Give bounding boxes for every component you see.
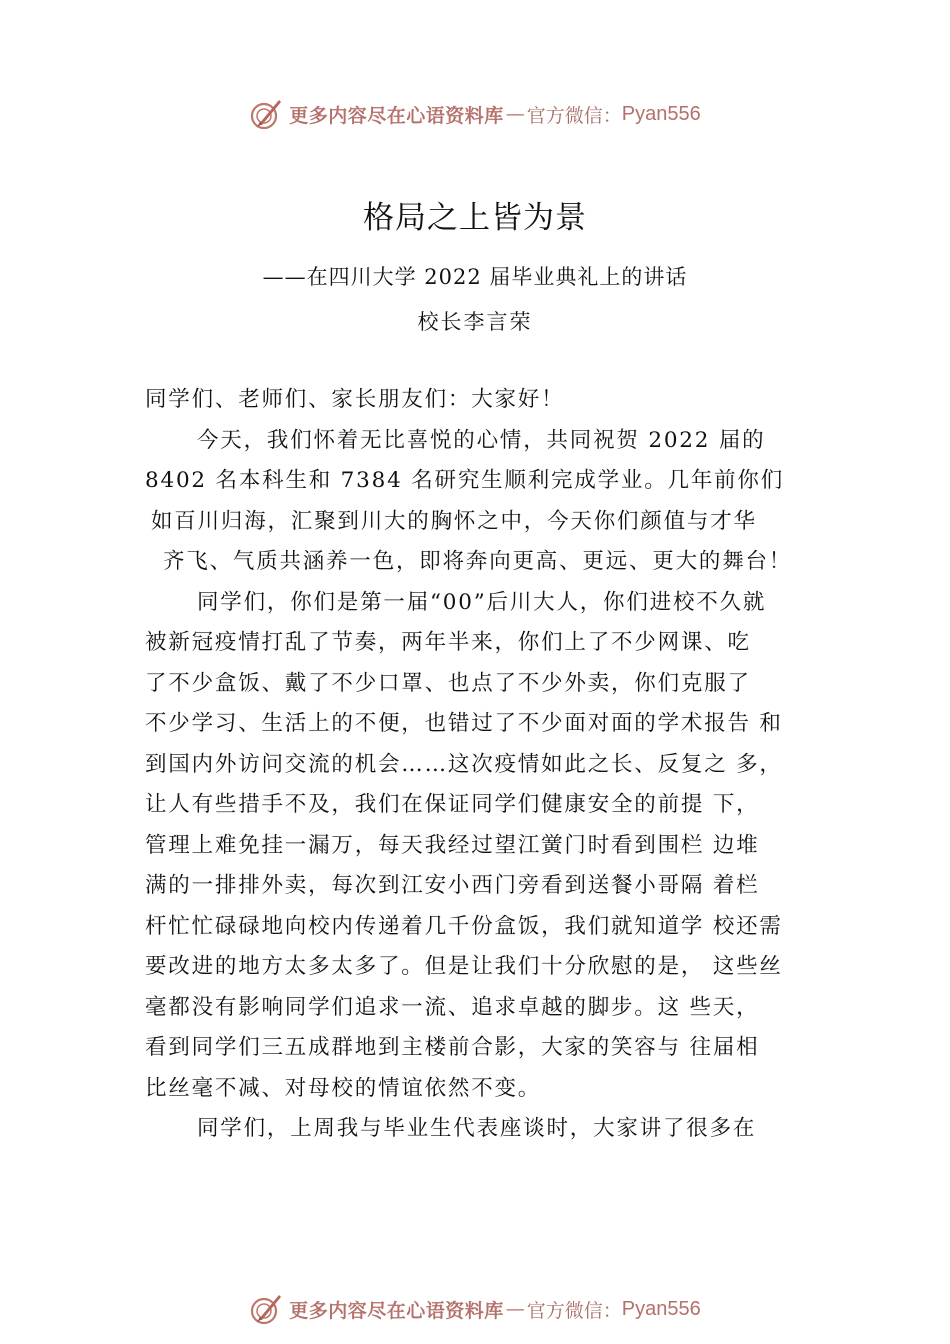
document-subtitle: ——在四川大学 2022 届毕业典礼上的讲话 [262,265,688,289]
banner-dash: — [505,103,525,125]
text-line: 同学们，上周我与毕业生代表座谈时，大家讲了很多在 [197,1116,757,1141]
text-line: 比丝毫不减、对母校的情谊依然不变。 [145,1075,542,1101]
text-line: 今天，我们怀着无比喜悦的心情，共同祝贺 2022 届的 [197,427,766,453]
text-line: 8402 名本科生和 7384 名研究生顺利完成学业。几年前你们 [145,468,785,493]
banner-wechat-id: Pyan556 [621,1297,701,1320]
text-line: 管理上难免挂一漏万，每天我经过望江黉门时看到围栏 边堆 [145,832,760,858]
text-line: 不少学习、生活上的不便，也错过了不少面对面的学术报告 和 [145,711,783,736]
text-line: 齐飞、气质共涵养一色，即将奔向更高、更远、更大的舞台！ [163,549,793,574]
text-line: 了不少盒饭、戴了不少口罩、也点了不少外卖，你们克服了 [145,670,751,696]
text-line: 要改进的地方太多太多了。但是让我们十分欣慰的是， 这些丝 [145,954,783,979]
banner-wechat-label: 官方微信： [526,104,622,127]
text-line: 被新冠疫情打乱了节奏，两年半来，你们上了不少网课、吃 [145,630,751,655]
speech-body [145,380,845,1150]
text-line: 同学们、老师们、家长朋友们：大家好！ [145,387,565,412]
text-line: 到国内外访问交流的机会……这次疫情如此之长、反复之 多， [145,751,783,777]
text-line: 毫都没有影响同学们追求一流、追求卓越的脚步。这 些天， [145,994,760,1020]
document-title: 格局之上皆为景 [363,200,587,236]
banner-text: 更多内容尽在心语资料库 [289,104,504,127]
quill-logo-icon [249,96,285,132]
text-line: 让人有些措手不及，我们在保证同学们健康安全的前提 下， [145,792,760,817]
banner-dash: — [505,1298,525,1320]
header-banner [0,94,950,134]
quill-logo-icon [249,1291,285,1327]
text-line: 如百川归海，汇聚到川大的胸怀之中，今天你们颜值与才华 [151,508,757,534]
footer-banner [0,1289,950,1329]
banner-text: 更多内容尽在心语资料库 [289,1299,504,1322]
text-line: 满的一排排外卖，每次到江安小西门旁看到送餐小哥隔 着栏 [145,873,760,898]
document-author: 校长李言荣 [417,310,533,334]
text-line: 同学们，你们是第一届“00”后川大人，你们进校不久就 [197,589,767,615]
text-line: 杆忙忙碌碌地向校内传递着几千份盒饭，我们就知道学 校还需 [145,913,783,939]
banner-wechat-label: 官方微信： [526,1299,622,1322]
text-line: 看到同学们三五成群地到主楼前合影，大家的笑容与 往届相 [145,1035,760,1060]
banner-wechat-id: Pyan556 [621,102,701,125]
